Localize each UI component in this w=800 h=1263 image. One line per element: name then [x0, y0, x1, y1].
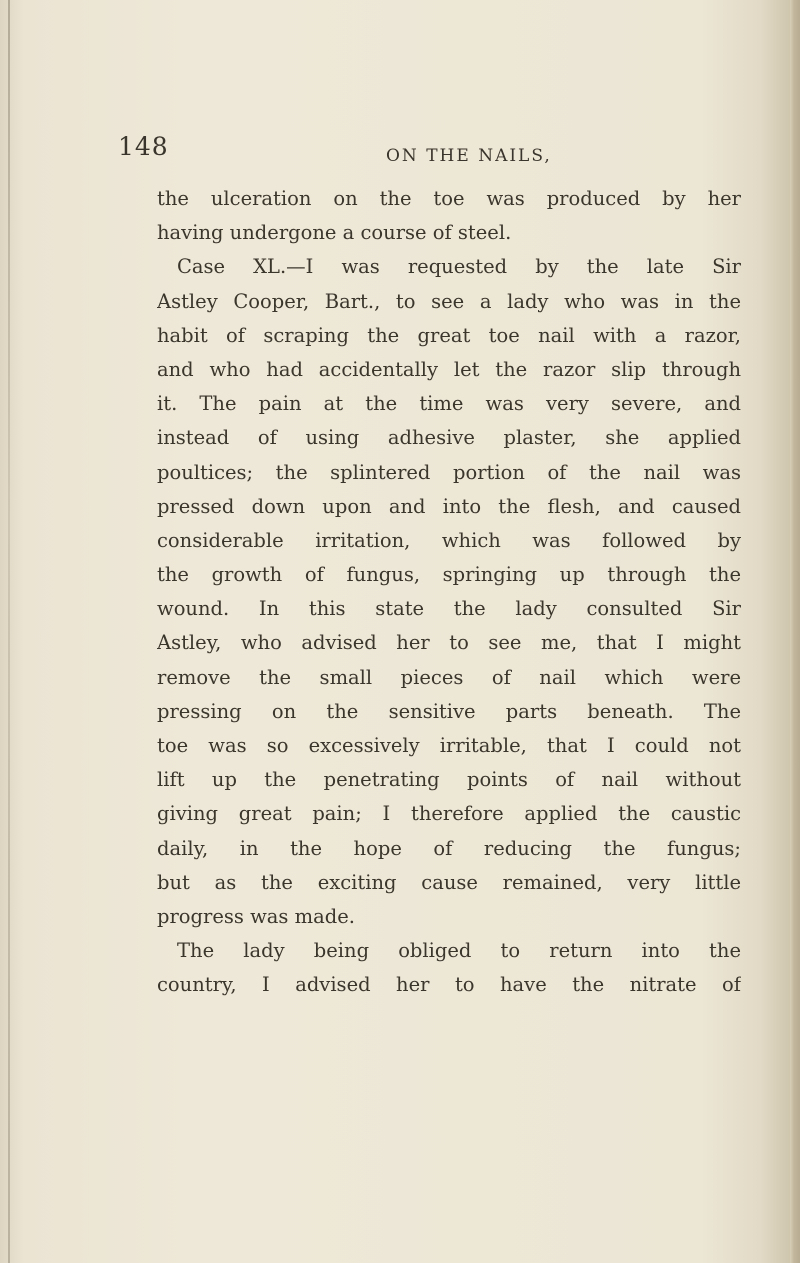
text-line: it. The pain at the time was very severe, and — [157, 392, 741, 416]
text-line: lift up the penetrating points of nail without — [157, 768, 741, 792]
running-title: ON THE NAILS, — [386, 146, 552, 166]
text-line: remove the small pieces of nail which were — [157, 665, 741, 689]
text-line: and who had accidentally let the razor slip through — [157, 357, 741, 381]
text-line: Case XL.—I was requested by the late Sir — [177, 255, 741, 279]
text-line: Astley Cooper, Bart., to see a lady who was in the — [157, 289, 741, 313]
text-line: toe was so excessively irritable, that I could not — [157, 734, 741, 757]
text-line: the ulceration on the toe was produced by her — [157, 187, 741, 210]
text-line: pressing on the sensitive parts beneath. The — [157, 699, 741, 723]
text-line: instead of using adhesive plaster, she applied — [157, 426, 741, 450]
binding-edge — [8, 0, 10, 1263]
text-line: daily, in the hope of reducing the fungus; — [157, 836, 741, 860]
text-line: country, I advised her to have the nitrate of — [157, 973, 741, 997]
text-line: poultices; the splintered portion of the nail was — [157, 460, 741, 484]
page-number: 148 — [118, 132, 169, 161]
text-line: habit of scraping the great toe nail with a razor, — [157, 323, 741, 347]
text-line: the growth of fungus, springing up through the — [157, 563, 741, 587]
text-line: wound. In this state the lady consulted Sir — [157, 597, 741, 621]
running-header — [118, 132, 678, 172]
text-line: progress was made. — [157, 904, 355, 928]
body-text — [157, 182, 741, 1003]
text-line: considerable irritation, which was followed by — [157, 528, 741, 552]
text-line: giving great pain; I therefore applied the caustic — [157, 802, 741, 826]
text-line: but as the exciting cause remained, very little — [157, 870, 741, 894]
text-line: pressed down upon and into the flesh, and caused — [157, 494, 741, 518]
page-edge — [790, 0, 800, 1263]
text-line: The lady being obliged to return into the — [177, 939, 741, 963]
text-line: having undergone a course of steel. — [157, 221, 512, 245]
text-line: Astley, who advised her to see me, that I might — [157, 631, 741, 655]
